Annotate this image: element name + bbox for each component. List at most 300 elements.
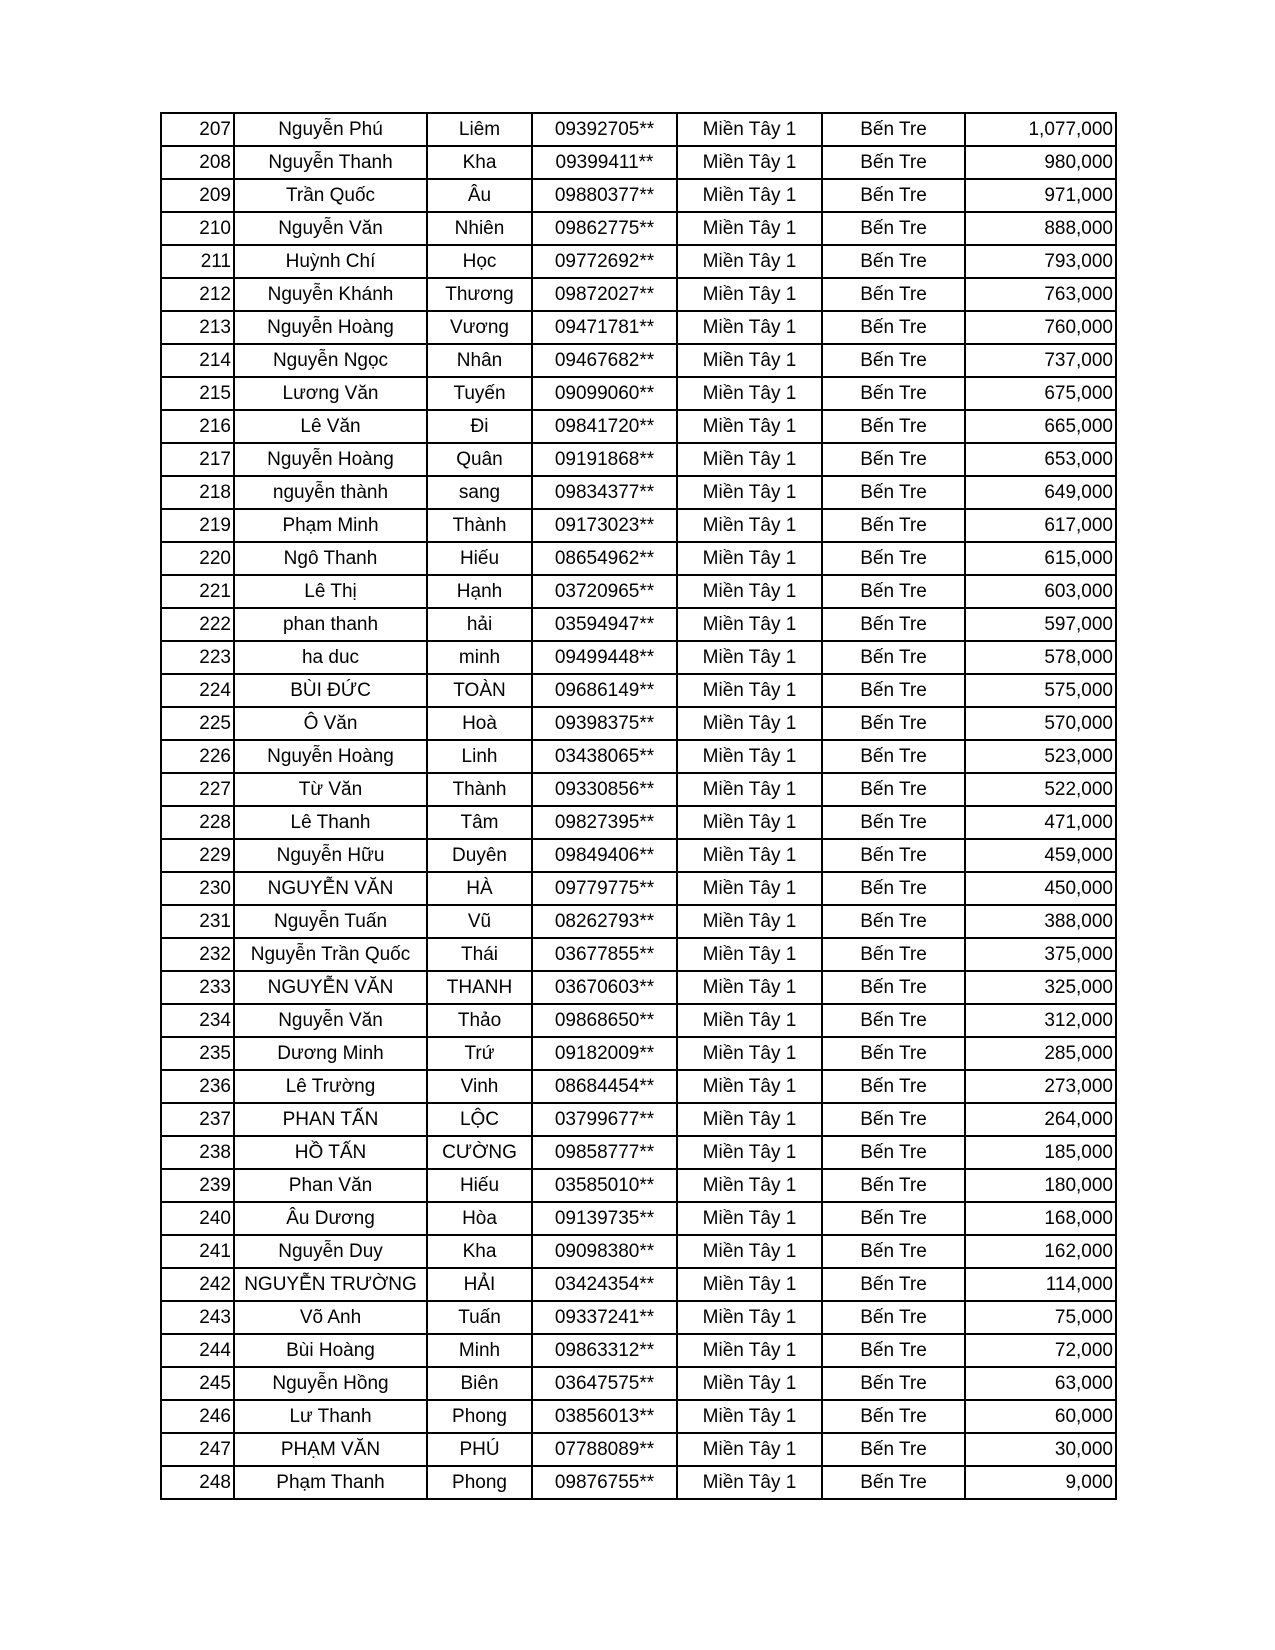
- cell-index: 228: [161, 806, 234, 839]
- cell-phone: 09880377**: [532, 179, 677, 212]
- cell-province: Bến Tre: [822, 1202, 965, 1235]
- cell-province: Bến Tre: [822, 1433, 965, 1466]
- cell-first_name: ha duc: [234, 641, 427, 674]
- cell-region: Miền Tây 1: [677, 707, 822, 740]
- cell-index: 208: [161, 146, 234, 179]
- cell-phone: 08262793**: [532, 905, 677, 938]
- cell-amount: 30,000: [965, 1433, 1116, 1466]
- cell-phone: 09686149**: [532, 674, 677, 707]
- cell-last_name: Tuấn: [427, 1301, 532, 1334]
- cell-province: Bến Tre: [822, 410, 965, 443]
- cell-province: Bến Tre: [822, 1037, 965, 1070]
- cell-last_name: Thảo: [427, 1004, 532, 1037]
- cell-province: Bến Tre: [822, 872, 965, 905]
- cell-region: Miền Tây 1: [677, 1268, 822, 1301]
- cell-amount: 75,000: [965, 1301, 1116, 1334]
- cell-index: 218: [161, 476, 234, 509]
- cell-amount: 615,000: [965, 542, 1116, 575]
- cell-amount: 603,000: [965, 575, 1116, 608]
- cell-index: 232: [161, 938, 234, 971]
- cell-phone: 09841720**: [532, 410, 677, 443]
- cell-amount: 578,000: [965, 641, 1116, 674]
- cell-index: 243: [161, 1301, 234, 1334]
- table-row: [161, 971, 1116, 1004]
- cell-region: Miền Tây 1: [677, 542, 822, 575]
- cell-first_name: Nguyễn Trần Quốc: [234, 938, 427, 971]
- cell-amount: 522,000: [965, 773, 1116, 806]
- cell-amount: 168,000: [965, 1202, 1116, 1235]
- cell-amount: 523,000: [965, 740, 1116, 773]
- cell-amount: 285,000: [965, 1037, 1116, 1070]
- cell-phone: 09191868**: [532, 443, 677, 476]
- table-row: [161, 1466, 1116, 1499]
- cell-amount: 980,000: [965, 146, 1116, 179]
- cell-first_name: Bùi Hoàng: [234, 1334, 427, 1367]
- cell-first_name: Nguyễn Thanh: [234, 146, 427, 179]
- cell-region: Miền Tây 1: [677, 1136, 822, 1169]
- cell-amount: 162,000: [965, 1235, 1116, 1268]
- cell-region: Miền Tây 1: [677, 179, 822, 212]
- table-row: [161, 1037, 1116, 1070]
- cell-index: 216: [161, 410, 234, 443]
- cell-province: Bến Tre: [822, 1301, 965, 1334]
- cell-last_name: Vương: [427, 311, 532, 344]
- cell-province: Bến Tre: [822, 971, 965, 1004]
- cell-last_name: Minh: [427, 1334, 532, 1367]
- cell-first_name: Từ Văn: [234, 773, 427, 806]
- cell-amount: 9,000: [965, 1466, 1116, 1499]
- table-row: [161, 1334, 1116, 1367]
- cell-phone: 03677855**: [532, 938, 677, 971]
- cell-index: 226: [161, 740, 234, 773]
- cell-last_name: THANH: [427, 971, 532, 1004]
- cell-index: 247: [161, 1433, 234, 1466]
- cell-region: Miền Tây 1: [677, 971, 822, 1004]
- cell-region: Miền Tây 1: [677, 1433, 822, 1466]
- table-row: [161, 212, 1116, 245]
- table-row: [161, 344, 1116, 377]
- cell-amount: 570,000: [965, 707, 1116, 740]
- cell-region: Miền Tây 1: [677, 443, 822, 476]
- cell-last_name: Hiếu: [427, 1169, 532, 1202]
- cell-phone: 09399411**: [532, 146, 677, 179]
- cell-amount: 617,000: [965, 509, 1116, 542]
- cell-amount: 63,000: [965, 1367, 1116, 1400]
- cell-province: Bến Tre: [822, 1367, 965, 1400]
- cell-index: 236: [161, 1070, 234, 1103]
- cell-last_name: Vinh: [427, 1070, 532, 1103]
- cell-phone: 09876755**: [532, 1466, 677, 1499]
- cell-index: 217: [161, 443, 234, 476]
- cell-amount: 264,000: [965, 1103, 1116, 1136]
- cell-amount: 114,000: [965, 1268, 1116, 1301]
- cell-amount: 653,000: [965, 443, 1116, 476]
- cell-last_name: Hoà: [427, 707, 532, 740]
- cell-index: 231: [161, 905, 234, 938]
- cell-first_name: NGUYỄN VĂN: [234, 971, 427, 1004]
- cell-phone: 09858777**: [532, 1136, 677, 1169]
- cell-first_name: Dương Minh: [234, 1037, 427, 1070]
- cell-province: Bến Tre: [822, 476, 965, 509]
- cell-index: 245: [161, 1367, 234, 1400]
- table-row: [161, 245, 1116, 278]
- cell-first_name: Nguyễn Ngọc: [234, 344, 427, 377]
- cell-last_name: Trứ: [427, 1037, 532, 1070]
- cell-first_name: Phạm Minh: [234, 509, 427, 542]
- cell-index: 240: [161, 1202, 234, 1235]
- table-row: [161, 641, 1116, 674]
- table-row: [161, 179, 1116, 212]
- cell-first_name: BÙI ĐỨC: [234, 674, 427, 707]
- cell-region: Miền Tây 1: [677, 1367, 822, 1400]
- cell-index: 219: [161, 509, 234, 542]
- table-row: [161, 806, 1116, 839]
- cell-province: Bến Tre: [822, 608, 965, 641]
- cell-first_name: Võ Anh: [234, 1301, 427, 1334]
- cell-province: Bến Tre: [822, 1070, 965, 1103]
- cell-first_name: Lê Thanh: [234, 806, 427, 839]
- cell-amount: 597,000: [965, 608, 1116, 641]
- cell-last_name: Đi: [427, 410, 532, 443]
- cell-province: Bến Tre: [822, 806, 965, 839]
- cell-phone: 03594947**: [532, 608, 677, 641]
- cell-last_name: Học: [427, 245, 532, 278]
- cell-first_name: Nguyễn Hoàng: [234, 311, 427, 344]
- cell-province: Bến Tre: [822, 1169, 965, 1202]
- cell-index: 227: [161, 773, 234, 806]
- cell-index: 210: [161, 212, 234, 245]
- cell-last_name: Thái: [427, 938, 532, 971]
- cell-province: Bến Tre: [822, 113, 965, 146]
- cell-phone: 09398375**: [532, 707, 677, 740]
- cell-last_name: HẢI: [427, 1268, 532, 1301]
- cell-region: Miền Tây 1: [677, 1400, 822, 1433]
- cell-index: 212: [161, 278, 234, 311]
- cell-region: Miền Tây 1: [677, 674, 822, 707]
- cell-amount: 72,000: [965, 1334, 1116, 1367]
- cell-first_name: PHAN TẤN: [234, 1103, 427, 1136]
- cell-region: Miền Tây 1: [677, 839, 822, 872]
- cell-first_name: NGUYỄN TRƯỜNG: [234, 1268, 427, 1301]
- cell-province: Bến Tre: [822, 1466, 965, 1499]
- cell-last_name: minh: [427, 641, 532, 674]
- table-row: [161, 1103, 1116, 1136]
- cell-amount: 760,000: [965, 311, 1116, 344]
- table-row: [161, 509, 1116, 542]
- cell-amount: 450,000: [965, 872, 1116, 905]
- cell-province: Bến Tre: [822, 509, 965, 542]
- cell-last_name: Kha: [427, 1235, 532, 1268]
- cell-region: Miền Tây 1: [677, 1334, 822, 1367]
- cell-province: Bến Tre: [822, 311, 965, 344]
- cell-last_name: sang: [427, 476, 532, 509]
- table-row: [161, 707, 1116, 740]
- cell-region: Miền Tây 1: [677, 377, 822, 410]
- cell-amount: 649,000: [965, 476, 1116, 509]
- cell-region: Miền Tây 1: [677, 212, 822, 245]
- cell-region: Miền Tây 1: [677, 1037, 822, 1070]
- cell-phone: 09471781**: [532, 311, 677, 344]
- cell-region: Miền Tây 1: [677, 938, 822, 971]
- cell-province: Bến Tre: [822, 1004, 965, 1037]
- cell-amount: 763,000: [965, 278, 1116, 311]
- cell-amount: 60,000: [965, 1400, 1116, 1433]
- cell-first_name: Nguyễn Hữu: [234, 839, 427, 872]
- table-row: [161, 1301, 1116, 1334]
- cell-last_name: Duyên: [427, 839, 532, 872]
- cell-index: 238: [161, 1136, 234, 1169]
- cell-index: 215: [161, 377, 234, 410]
- cell-last_name: hải: [427, 608, 532, 641]
- cell-first_name: Lư Thanh: [234, 1400, 427, 1433]
- cell-last_name: Hạnh: [427, 575, 532, 608]
- cell-first_name: Nguyễn Văn: [234, 212, 427, 245]
- cell-region: Miền Tây 1: [677, 1235, 822, 1268]
- cell-first_name: Ô Văn: [234, 707, 427, 740]
- table-row: [161, 1235, 1116, 1268]
- table-row: [161, 905, 1116, 938]
- cell-phone: 09139735**: [532, 1202, 677, 1235]
- cell-index: 222: [161, 608, 234, 641]
- cell-region: Miền Tây 1: [677, 410, 822, 443]
- cell-index: 230: [161, 872, 234, 905]
- cell-last_name: Kha: [427, 146, 532, 179]
- cell-phone: 09337241**: [532, 1301, 677, 1334]
- cell-region: Miền Tây 1: [677, 608, 822, 641]
- cell-first_name: nguyễn thành: [234, 476, 427, 509]
- cell-province: Bến Tre: [822, 641, 965, 674]
- cell-region: Miền Tây 1: [677, 740, 822, 773]
- cell-index: 229: [161, 839, 234, 872]
- cell-province: Bến Tre: [822, 344, 965, 377]
- cell-region: Miền Tây 1: [677, 344, 822, 377]
- cell-phone: 03647575**: [532, 1367, 677, 1400]
- cell-first_name: PHẠM VĂN: [234, 1433, 427, 1466]
- cell-index: 214: [161, 344, 234, 377]
- cell-last_name: LỘC: [427, 1103, 532, 1136]
- cell-last_name: Quân: [427, 443, 532, 476]
- cell-amount: 388,000: [965, 905, 1116, 938]
- table-row: [161, 1136, 1116, 1169]
- cell-province: Bến Tre: [822, 443, 965, 476]
- table-row: [161, 740, 1116, 773]
- cell-phone: 09099060**: [532, 377, 677, 410]
- cell-province: Bến Tre: [822, 377, 965, 410]
- cell-amount: 888,000: [965, 212, 1116, 245]
- cell-region: Miền Tây 1: [677, 1070, 822, 1103]
- table-row: [161, 608, 1116, 641]
- cell-region: Miền Tây 1: [677, 806, 822, 839]
- cell-phone: 09772692**: [532, 245, 677, 278]
- cell-first_name: Lê Trường: [234, 1070, 427, 1103]
- table-row: [161, 1070, 1116, 1103]
- table-row: [161, 575, 1116, 608]
- cell-region: Miền Tây 1: [677, 146, 822, 179]
- cell-region: Miền Tây 1: [677, 1004, 822, 1037]
- cell-amount: 180,000: [965, 1169, 1116, 1202]
- cell-last_name: Tâm: [427, 806, 532, 839]
- cell-first_name: Nguyễn Khánh: [234, 278, 427, 311]
- cell-province: Bến Tre: [822, 212, 965, 245]
- cell-province: Bến Tre: [822, 905, 965, 938]
- cell-index: 213: [161, 311, 234, 344]
- cell-last_name: Nhiên: [427, 212, 532, 245]
- cell-index: 209: [161, 179, 234, 212]
- cell-phone: 03585010**: [532, 1169, 677, 1202]
- cell-first_name: Trần Quốc: [234, 179, 427, 212]
- cell-province: Bến Tre: [822, 1103, 965, 1136]
- cell-first_name: Nguyễn Hoàng: [234, 443, 427, 476]
- cell-region: Miền Tây 1: [677, 113, 822, 146]
- cell-phone: 09868650**: [532, 1004, 677, 1037]
- cell-phone: 09862775**: [532, 212, 677, 245]
- table-row: [161, 311, 1116, 344]
- cell-province: Bến Tre: [822, 1400, 965, 1433]
- cell-region: Miền Tây 1: [677, 1169, 822, 1202]
- cell-province: Bến Tre: [822, 773, 965, 806]
- cell-phone: 09872027**: [532, 278, 677, 311]
- table-row: [161, 1004, 1116, 1037]
- cell-phone: 09863312**: [532, 1334, 677, 1367]
- cell-amount: 471,000: [965, 806, 1116, 839]
- cell-index: 235: [161, 1037, 234, 1070]
- cell-last_name: Thương: [427, 278, 532, 311]
- cell-phone: 09849406**: [532, 839, 677, 872]
- cell-phone: 03799677**: [532, 1103, 677, 1136]
- cell-phone: 09827395**: [532, 806, 677, 839]
- cell-first_name: Nguyễn Phú: [234, 113, 427, 146]
- table-row: [161, 674, 1116, 707]
- cell-first_name: Nguyễn Duy: [234, 1235, 427, 1268]
- table-row: [161, 476, 1116, 509]
- cell-index: 223: [161, 641, 234, 674]
- cell-amount: 575,000: [965, 674, 1116, 707]
- cell-last_name: PHÚ: [427, 1433, 532, 1466]
- cell-first_name: Lê Thị: [234, 575, 427, 608]
- table-row: [161, 1169, 1116, 1202]
- cell-last_name: Linh: [427, 740, 532, 773]
- cell-index: 225: [161, 707, 234, 740]
- cell-amount: 375,000: [965, 938, 1116, 971]
- cell-last_name: Phong: [427, 1400, 532, 1433]
- cell-region: Miền Tây 1: [677, 575, 822, 608]
- cell-first_name: NGUYỄN VĂN: [234, 872, 427, 905]
- cell-amount: 665,000: [965, 410, 1116, 443]
- cell-phone: 09779775**: [532, 872, 677, 905]
- cell-amount: 459,000: [965, 839, 1116, 872]
- cell-first_name: Huỳnh Chí: [234, 245, 427, 278]
- cell-region: Miền Tây 1: [677, 245, 822, 278]
- cell-phone: 09330856**: [532, 773, 677, 806]
- cell-region: Miền Tây 1: [677, 905, 822, 938]
- cell-region: Miền Tây 1: [677, 872, 822, 905]
- cell-phone: 09467682**: [532, 344, 677, 377]
- cell-province: Bến Tre: [822, 179, 965, 212]
- table-row: [161, 377, 1116, 410]
- table-row: [161, 278, 1116, 311]
- cell-last_name: CƯỜNG: [427, 1136, 532, 1169]
- cell-amount: 793,000: [965, 245, 1116, 278]
- cell-index: 207: [161, 113, 234, 146]
- cell-first_name: Nguyễn Hoàng: [234, 740, 427, 773]
- cell-amount: 185,000: [965, 1136, 1116, 1169]
- cell-index: 246: [161, 1400, 234, 1433]
- cell-first_name: Nguyễn Hồng: [234, 1367, 427, 1400]
- cell-province: Bến Tre: [822, 674, 965, 707]
- cell-first_name: Phạm Thanh: [234, 1466, 427, 1499]
- cell-province: Bến Tre: [822, 1268, 965, 1301]
- table-row: [161, 1268, 1116, 1301]
- cell-last_name: Nhân: [427, 344, 532, 377]
- cell-index: 220: [161, 542, 234, 575]
- table-row: [161, 1367, 1116, 1400]
- table-row: [161, 839, 1116, 872]
- cell-index: 234: [161, 1004, 234, 1037]
- cell-region: Miền Tây 1: [677, 311, 822, 344]
- cell-index: 211: [161, 245, 234, 278]
- cell-phone: 03424354**: [532, 1268, 677, 1301]
- cell-index: 242: [161, 1268, 234, 1301]
- cell-region: Miền Tây 1: [677, 1202, 822, 1235]
- cell-last_name: Liêm: [427, 113, 532, 146]
- cell-last_name: Tuyến: [427, 377, 532, 410]
- cell-province: Bến Tre: [822, 245, 965, 278]
- cell-last_name: TOÀN: [427, 674, 532, 707]
- cell-province: Bến Tre: [822, 278, 965, 311]
- cell-province: Bến Tre: [822, 938, 965, 971]
- cell-first_name: Lương Văn: [234, 377, 427, 410]
- cell-last_name: Hòa: [427, 1202, 532, 1235]
- cell-index: 241: [161, 1235, 234, 1268]
- cell-phone: 09098380**: [532, 1235, 677, 1268]
- cell-index: 224: [161, 674, 234, 707]
- cell-province: Bến Tre: [822, 1136, 965, 1169]
- cell-region: Miền Tây 1: [677, 773, 822, 806]
- table-row: [161, 146, 1116, 179]
- cell-first_name: Lê Văn: [234, 410, 427, 443]
- cell-last_name: Biên: [427, 1367, 532, 1400]
- table-row: [161, 443, 1116, 476]
- payout-table: [160, 112, 1117, 1500]
- cell-phone: 03720965**: [532, 575, 677, 608]
- cell-province: Bến Tre: [822, 575, 965, 608]
- cell-phone: 07788089**: [532, 1433, 677, 1466]
- table-row: [161, 113, 1116, 146]
- cell-province: Bến Tre: [822, 707, 965, 740]
- cell-province: Bến Tre: [822, 146, 965, 179]
- cell-phone: 09173023**: [532, 509, 677, 542]
- cell-last_name: Thành: [427, 773, 532, 806]
- cell-province: Bến Tre: [822, 1235, 965, 1268]
- cell-amount: 971,000: [965, 179, 1116, 212]
- cell-region: Miền Tây 1: [677, 1103, 822, 1136]
- cell-amount: 675,000: [965, 377, 1116, 410]
- cell-index: 237: [161, 1103, 234, 1136]
- cell-last_name: HÀ: [427, 872, 532, 905]
- payout-table-body: [161, 113, 1116, 1499]
- cell-first_name: phan thanh: [234, 608, 427, 641]
- cell-first_name: Âu Dương: [234, 1202, 427, 1235]
- cell-index: 239: [161, 1169, 234, 1202]
- table-row: [161, 1400, 1116, 1433]
- table-row: [161, 1433, 1116, 1466]
- cell-amount: 737,000: [965, 344, 1116, 377]
- cell-region: Miền Tây 1: [677, 1301, 822, 1334]
- cell-region: Miền Tây 1: [677, 509, 822, 542]
- cell-region: Miền Tây 1: [677, 641, 822, 674]
- cell-last_name: Hiếu: [427, 542, 532, 575]
- cell-last_name: Phong: [427, 1466, 532, 1499]
